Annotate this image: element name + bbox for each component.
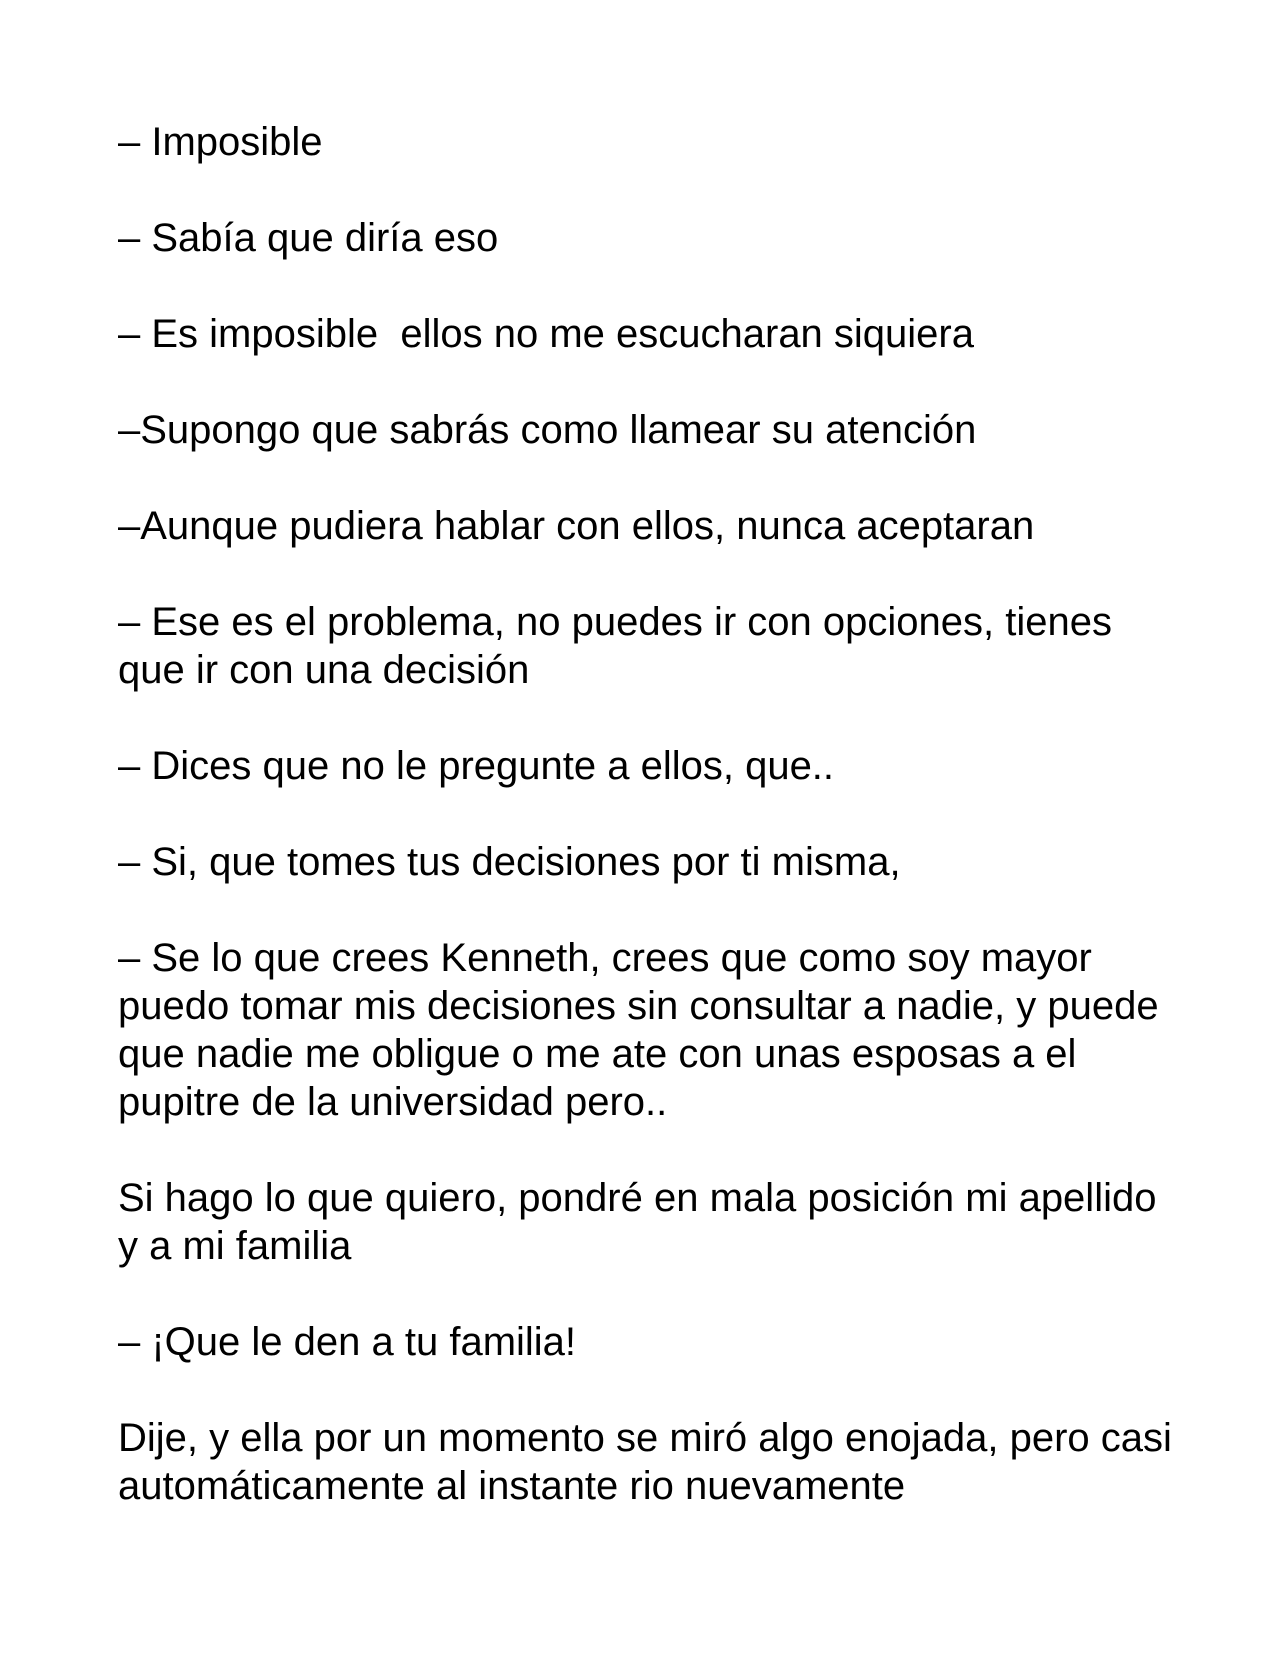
paragraph-11: – ¡Que le den a tu familia!	[118, 1320, 577, 1364]
paragraph-9: – Se lo que crees Kenneth, crees que como soy mayor puedo tomar mis decisiones sin consultar a nadie, y puede que nadie me obligue o me ate con unas esposas a el pupitre de la universidad pero..	[118, 936, 1170, 1124]
paragraph-7: – Dices que no le pregunte a ellos, que..	[118, 744, 835, 788]
paragraph-1: – Imposible	[118, 120, 323, 164]
paragraph-6: – Ese es el problema, no puedes ir con opciones, tienes que ir con una decisión	[118, 600, 1124, 692]
paragraph-5: –Aunque pudiera hablar con ellos, nunca aceptaran	[118, 504, 1035, 548]
document-body	[118, 118, 1184, 1510]
paragraph-8: – Si, que tomes tus decisiones por ti misma,	[118, 840, 901, 884]
paragraph-10: Si hago lo que quiero, pondré en mala posición mi apellido y a mi familia	[118, 1176, 1168, 1268]
paragraph-3: – Es imposible ellos no me escucharan siquiera	[118, 312, 974, 356]
paragraph-2: – Sabía que diría eso	[118, 216, 499, 260]
paragraph-4: –Supongo que sabrás como llamear su atención	[118, 408, 977, 452]
paragraph-12: Dije, y ella por un momento se miró algo enojada, pero casi automáticamente al instante rio nuevamente	[118, 1416, 1184, 1508]
